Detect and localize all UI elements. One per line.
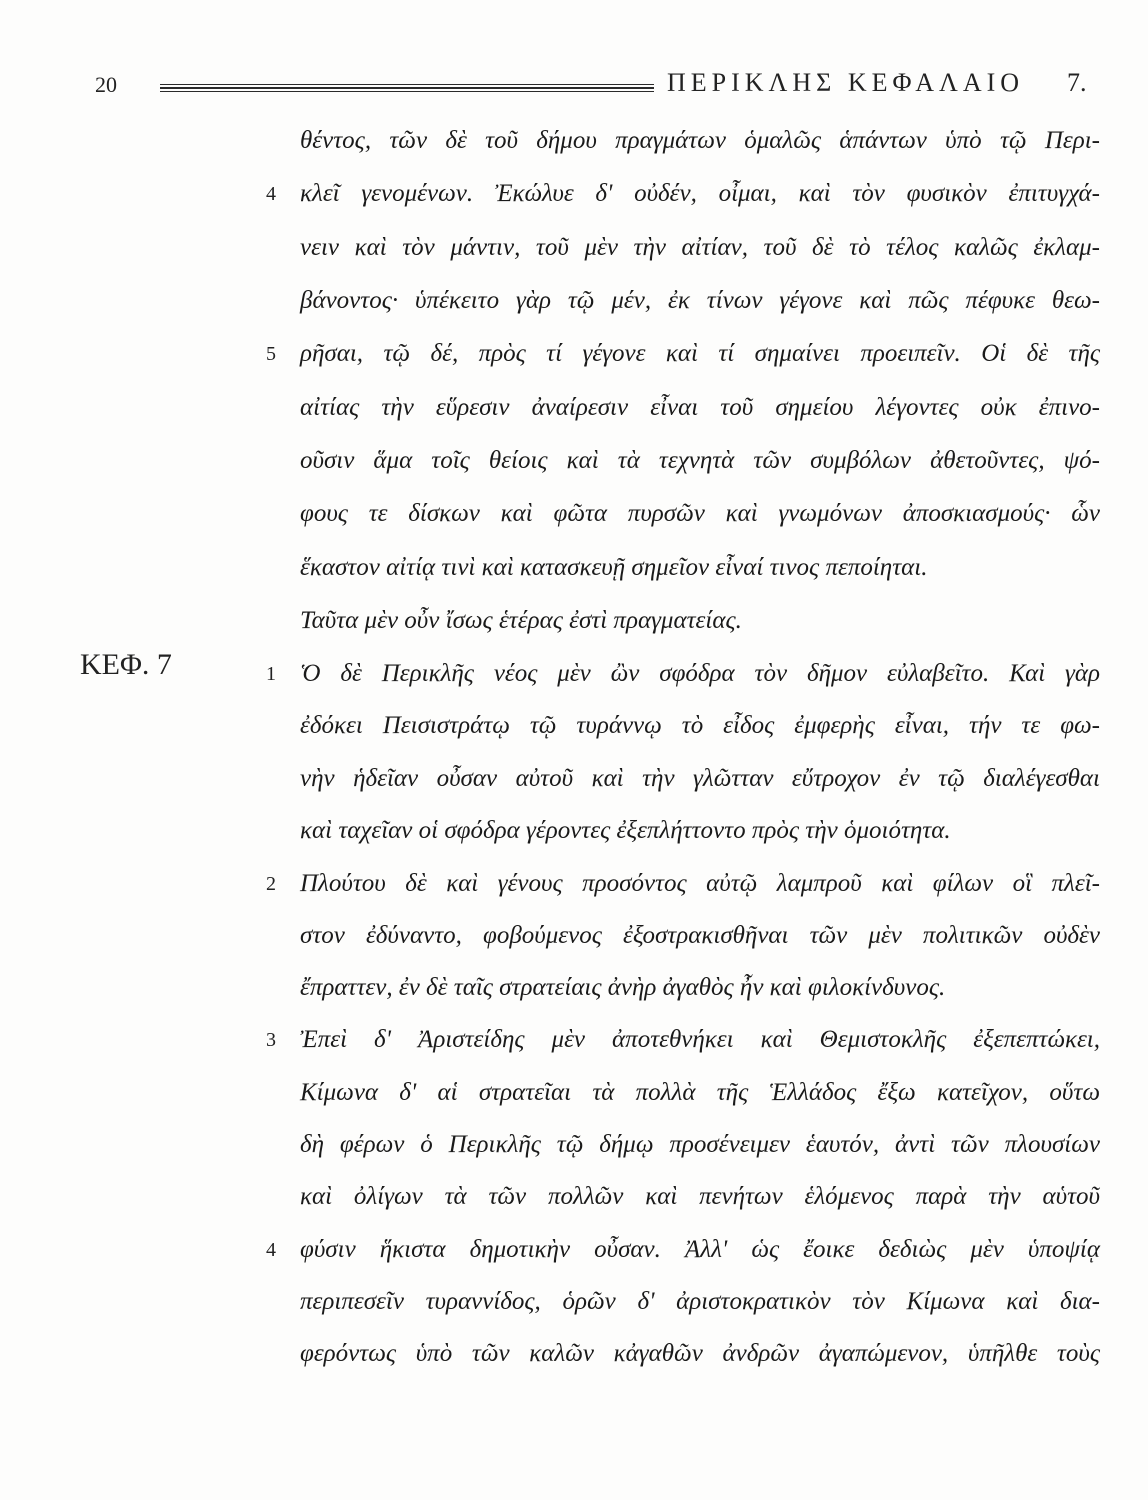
text-line: καὶ ὀλίγων τὰ τῶν πολλῶν καὶ πενήτων ἑλόμενος παρὰ τὴν αὑτοῦ — [300, 1183, 1100, 1210]
page-number: 20 — [95, 72, 117, 97]
text-line: φους τε δίσκων καὶ φῶτα πυρσῶν καὶ γνωμόνων ἀποσκιασμούς· ὧν — [300, 500, 1100, 527]
text-line: δὴ φέρων ὁ Περικλῆς τῷ δήμῳ προσένειμεν ἑαυτόν, ἀντὶ τῶν πλουσίων — [300, 1131, 1100, 1158]
text-line: Ἐπεὶ δ' Ἀριστείδης μὲν ἀποτεθνήκει καὶ Θεμιστοκλῆς ἐξεπεπτώκει, — [300, 1026, 1100, 1053]
section-number: 2 — [266, 873, 276, 895]
text-line: ρῆσαι, τῷ δέ, πρὸς τί γέγονε καὶ τί σημαίνει προειπεῖν. Οἱ δὲ τῆς — [300, 340, 1100, 367]
text-line: Πλούτου δὲ καὶ γένους προσόντος αὐτῷ λαμπροῦ καὶ φίλων οἳ πλεῖ- — [300, 870, 1100, 897]
text-line: φερόντως ὑπὸ τῶν καλῶν κἀγαθῶν ἀνδρῶν ἀγαπώμενον, ὑπῆλθε τοὺς — [300, 1340, 1100, 1367]
text-line: ἐδόκει Πεισιστράτῳ τῷ τυράννῳ τὸ εἶδος ἐμφερὴς εἶναι, τήν τε φω- — [300, 712, 1100, 739]
text-line: κλεῖ γενομένων. Ἐκώλυε δ' οὐδέν, οἶμαι, καὶ τὸν φυσικὸν ἐπιτυγχά- — [300, 180, 1100, 207]
header-rule — [160, 84, 654, 93]
text-line: θέντος, τῶν δὲ τοῦ δήμου πραγμάτων ὁμαλῶς ἁπάντων ὑπὸ τῷ Περι- — [300, 127, 1100, 154]
section-number: 4 — [266, 183, 276, 205]
text-line: Κίμωνα δ' αἱ στρατεῖαι τὰ πολλὰ τῆς Ἑλλάδος ἔξω κατεῖχον, οὕτω — [300, 1079, 1100, 1106]
section-number: 3 — [266, 1029, 276, 1051]
text-line: ἔπραττεν, ἐν δὲ ταῖς στρατείαις ἀνὴρ ἀγαθὸς ἦν καὶ φιλοκίνδυνος. — [300, 974, 946, 1001]
text-line: οῦσιν ἅμα τοῖς θείοις καὶ τὰ τεχνητὰ τῶν συμβόλων ἀθετοῦντες, ψό- — [300, 447, 1100, 474]
text-line: περιπεσεῖν τυραννίδος, ὁρῶν δ' ἀριστοκρατικὸν τὸν Κίμωνα καὶ δια- — [300, 1288, 1100, 1315]
chapter-label: ΚΕΦ. 7 — [80, 648, 172, 681]
text-line: αἰτίας τὴν εὕρεσιν ἀναίρεσιν εἶναι τοῦ σημείου λέγοντες οὐκ ἐπινο- — [300, 394, 1100, 421]
section-number: 4 — [266, 1239, 276, 1261]
text-line: νειν καὶ τὸν μάντιν, τοῦ μὲν τὴν αἰτίαν, τοῦ δὲ τὸ τέλος καλῶς ἐκλαμ- — [300, 234, 1100, 261]
text-line: στον ἐδύναντο, φοβούμενος ἐξοστρακισθῆναι τῶν μὲν πολιτικῶν οὐδὲν — [300, 922, 1100, 949]
running-chapter: 7. — [1067, 68, 1087, 97]
text-line: Ταῦτα μὲν οὖν ἴσως ἑτέρας ἐστὶ πραγματείας. — [300, 607, 742, 634]
page-header — [0, 66, 1148, 106]
text-line: φύσιν ἥκιστα δημοτικὴν οὖσαν. Ἀλλ' ὡς ἔοικε δεδιὼς μὲν ὑποψίᾳ — [300, 1236, 1100, 1263]
text-line: Ὁ δὲ Περικλῆς νέος μὲν ὢν σφόδρα τὸν δῆμον εὐλαβεῖτο. Καὶ γὰρ — [300, 660, 1100, 687]
text-line: καὶ ταχεῖαν οἱ σφόδρα γέροντες ἐξεπλήττοντο πρὸς τὴν ὁμοιότητα. — [300, 817, 951, 844]
text-line: ἕκαστον αἰτίᾳ τινὶ καὶ κατασκευῇ σημεῖον εἶναί τινος πεποίηται. — [300, 554, 928, 581]
section-number: 5 — [266, 343, 276, 365]
text-line: νὴν ἡδεῖαν οὖσαν αὐτοῦ καὶ τὴν γλῶτταν εὔτροχον ἐν τῷ διαλέγεσθαι — [300, 765, 1100, 792]
section-number: 1 — [266, 663, 276, 685]
text-line: βάνοντος· ὑπέκειτο γὰρ τῷ μέν, ἐκ τίνων γέγονε καὶ πῶς πέφυκε θεω- — [300, 287, 1100, 314]
running-title: ΠΕΡΙΚΛΗΣ ΚΕΦΑΛΑΙΟ — [667, 68, 1025, 97]
